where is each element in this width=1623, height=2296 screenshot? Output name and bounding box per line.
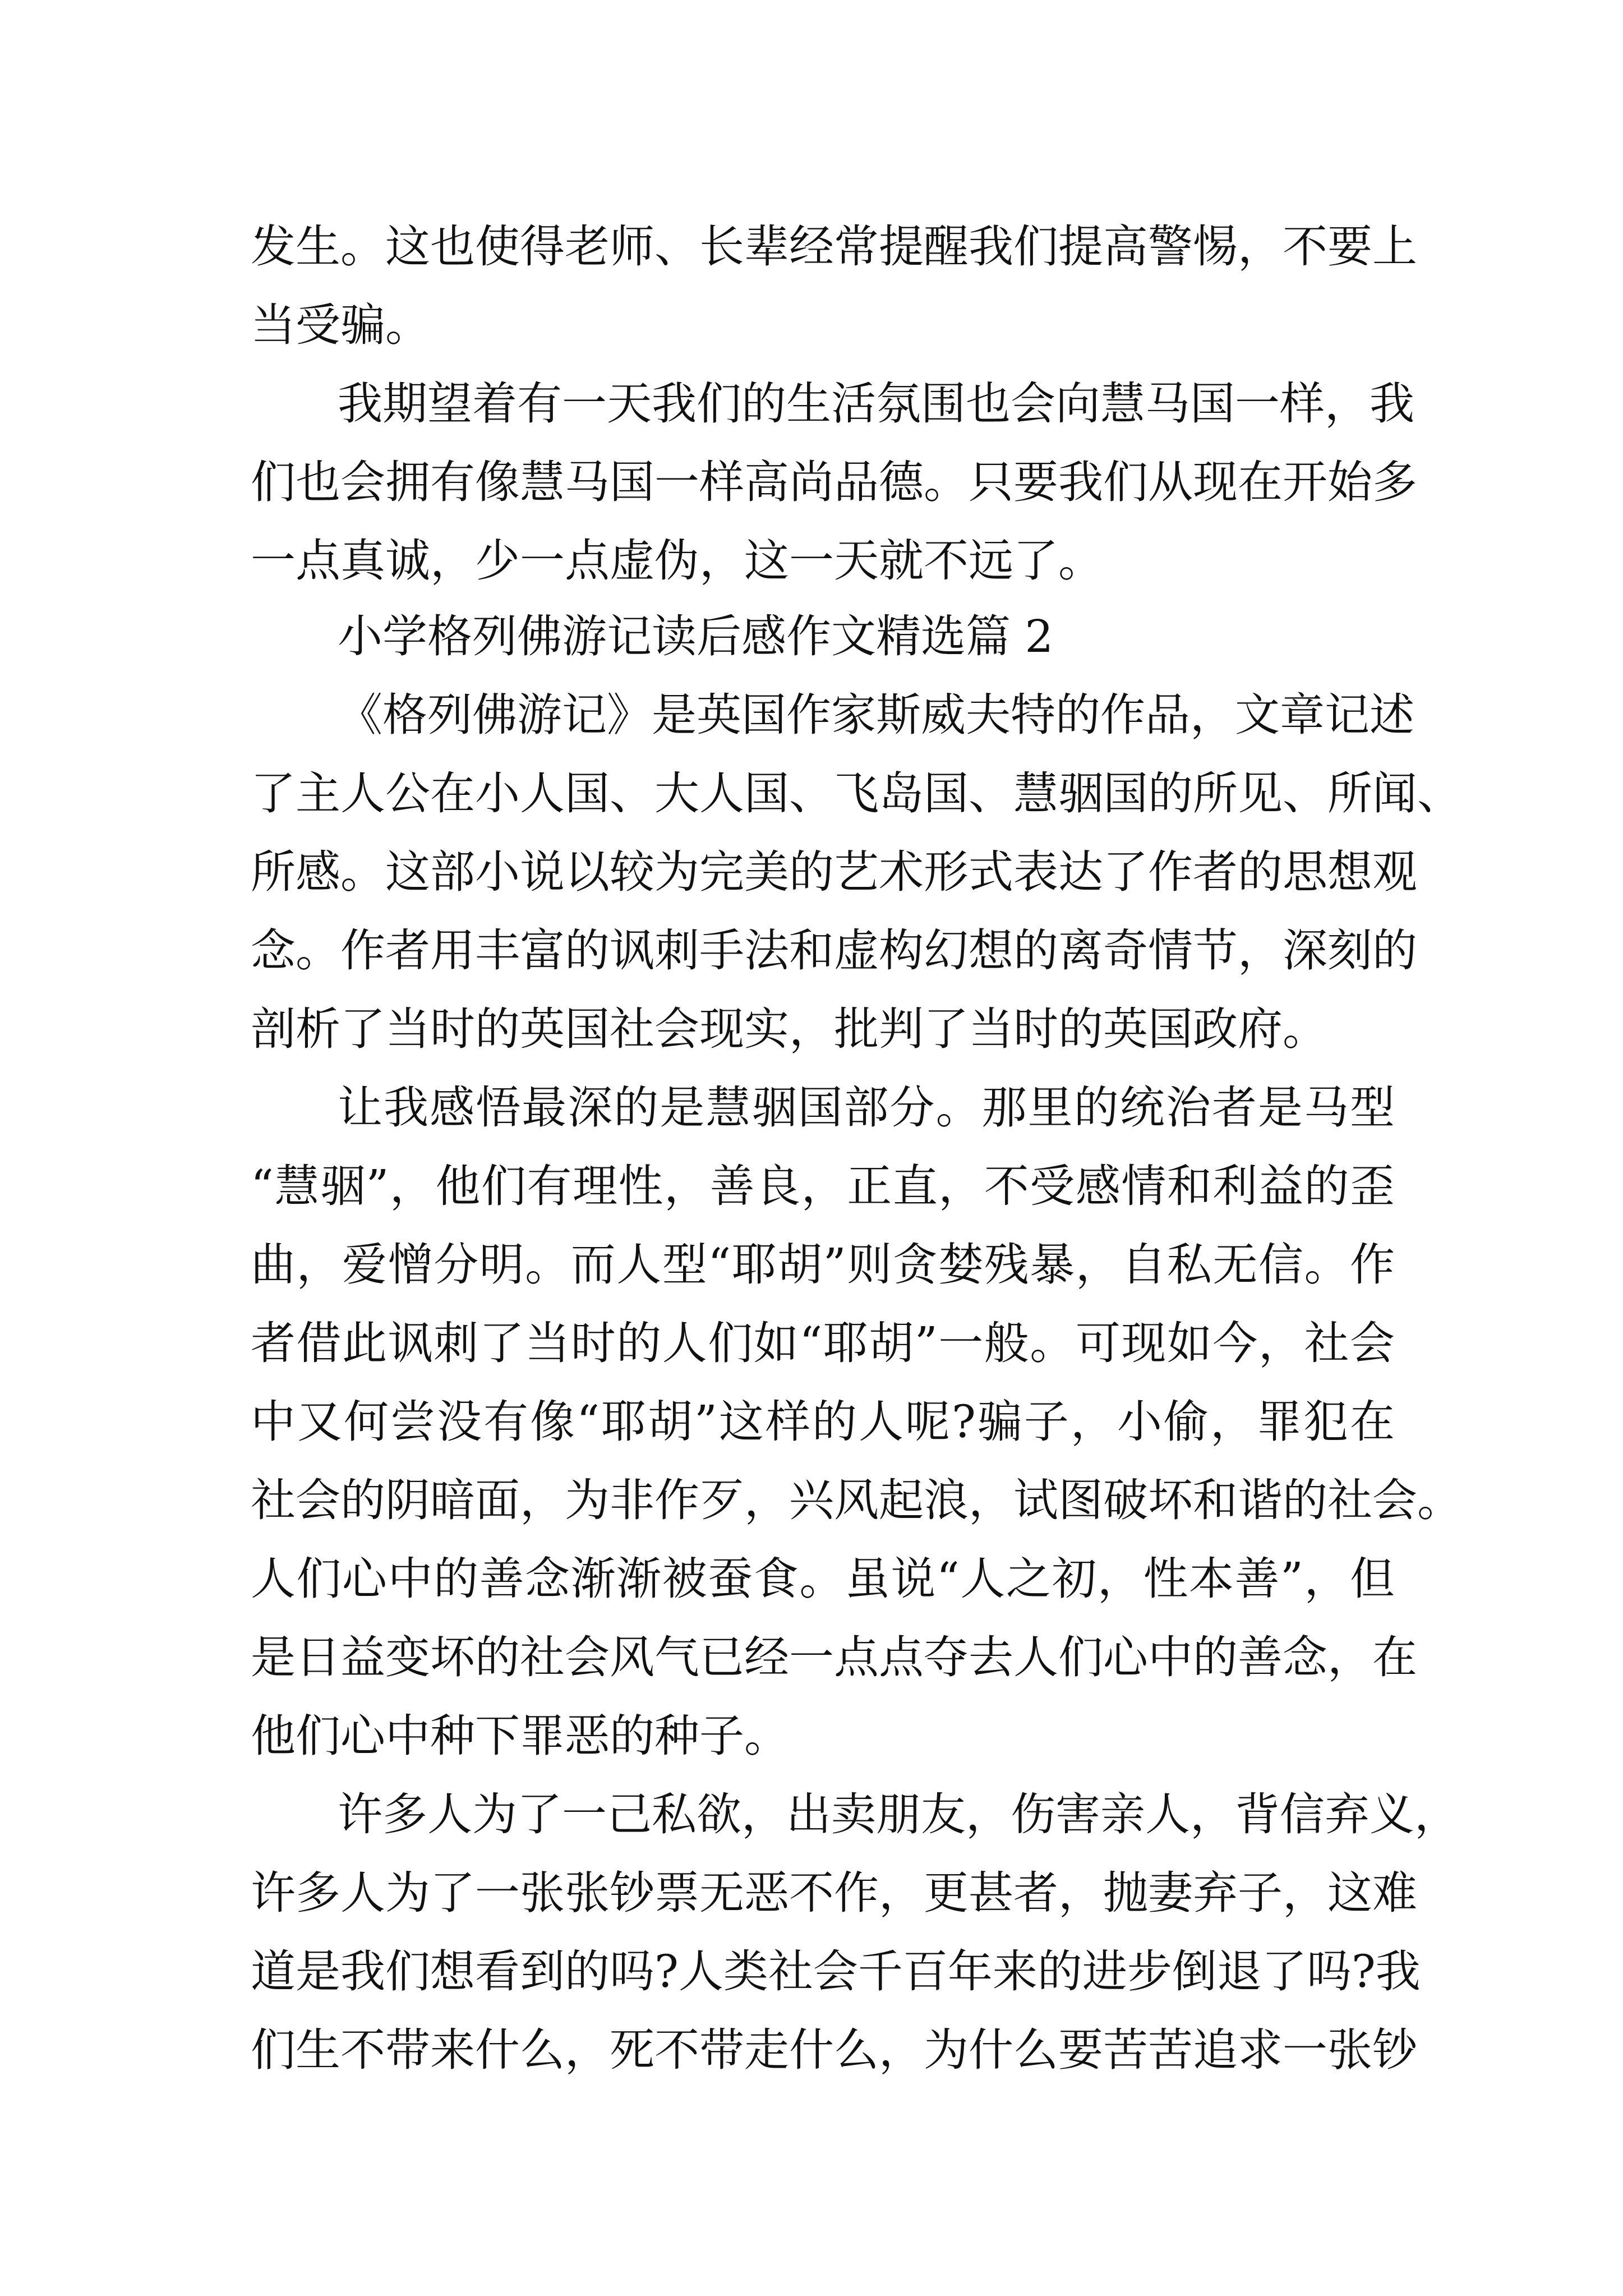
paragraph-line: 他们心中种下罪恶的种子。	[251, 1710, 789, 1762]
paragraph-line: 们也会拥有像慧马国一样高尚品德。只要我们从现在开始多	[251, 456, 1417, 508]
paragraph-line: 发生。这也使得老师、长辈经常提醒我们提高警惕，不要上	[251, 220, 1417, 273]
paragraph-line: 人们心中的善念渐渐被蚕食。虽说“人之初，性本善”，但	[251, 1553, 1395, 1605]
paragraph-line: 了主人公在小人国、大人国、飞岛国、慧骃国的所见、所闻、	[251, 767, 1462, 820]
paragraph-line: “慧骃”，他们有理性，善良，正直，不受感情和利益的歪	[251, 1160, 1395, 1212]
paragraph-line: 当受骗。	[251, 299, 430, 351]
paragraph-line: 许多人为了一张张钞票无恶不作，更甚者，抛妻弃子，这难	[251, 1867, 1417, 1919]
paragraph-line: 一点真诚，少一点虚伪，这一天就不远了。	[251, 535, 1103, 587]
paragraph-line: 我期望着有一天我们的生活氛围也会向慧马国一样，我	[338, 378, 1414, 430]
paragraph-line: 所感。这部小说以较为完美的艺术形式表达了作者的思想观	[251, 846, 1417, 898]
paragraph-line: 让我感悟最深的是慧骃国部分。那里的统治者是马型	[338, 1082, 1395, 1134]
paragraph-line: 念。作者用丰富的讽刺手法和虚构幻想的离奇情节，深刻的	[251, 924, 1417, 977]
section-heading: 小学格列佛游记读后感作文精选篇 2	[338, 610, 1054, 662]
paragraph-line: 曲，爱憎分明。而人型“耶胡”则贪婪残暴，自私无信。作	[251, 1239, 1395, 1291]
paragraph-line: 是日益变坏的社会风气已经一点点夺去人们心中的善念，在	[251, 1631, 1417, 1683]
paragraph-line: 中又何尝没有像“耶胡”这样的人呢?骗子，小偷，罪犯在	[251, 1396, 1395, 1448]
paragraph-line: 社会的阴暗面，为非作歹，兴风起浪，试图破坏和谐的社会。	[251, 1474, 1462, 1526]
paragraph-line: 许多人为了一己私欲，出卖朋友，伤害亲人，背信弃义，	[338, 1788, 1459, 1841]
paragraph-line: 道是我们想看到的吗?人类社会千百年来的进步倒退了吗?我	[251, 1945, 1421, 1998]
paragraph-line: 剖析了当时的英国社会现实，批判了当时的英国政府。	[251, 1003, 1327, 1055]
paragraph-line: 们生不带来什么，死不带走什么，为什么要苦苦追求一张钞	[251, 2024, 1417, 2076]
paragraph-line: 者借此讽刺了当时的人们如“耶胡”一般。可现如今，社会	[251, 1317, 1395, 1369]
paragraph-line: 《格列佛游记》是英国作家斯威夫特的作品，文章记述	[338, 689, 1414, 741]
